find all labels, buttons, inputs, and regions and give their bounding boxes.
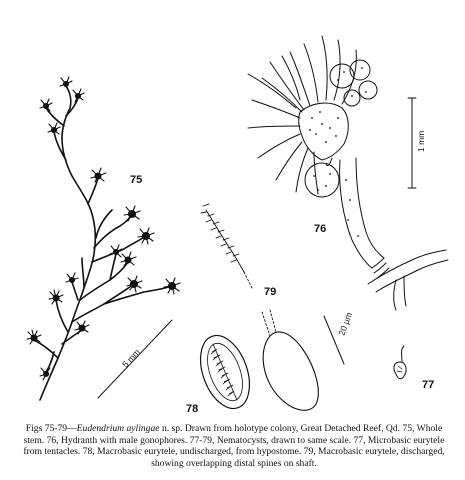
fig79-nematocyst-drawing <box>201 204 252 288</box>
fig79-label: 79 <box>264 286 277 298</box>
fig75-hydranths <box>27 77 180 380</box>
fig76-label: 76 <box>314 223 327 235</box>
figure-caption <box>18 423 450 469</box>
fig76-scale-label: 1 mm <box>416 130 426 152</box>
fig78-nematocyst-drawing <box>191 329 258 415</box>
fig75-label: 75 <box>130 174 143 186</box>
fig77-nematocyst-drawing <box>394 346 406 379</box>
caption-text: n. sp. Drawn from holotype colony, Great Detached Reef, Qd. 75, Whole stem. 76, Hydranth with male gonophores. 77-79, Nematocysts, drawn to same scale. 77, Microbasic eurytele from tentacles. 78, Macrobasic eurytele, undischarged, from hypostome. 79, Macrobasic eurytele, discharged, showing overlapping distal spines on shaft. <box>23 423 445 469</box>
fig76-scale-bar <box>408 98 416 188</box>
fig76-hydranth-drawing <box>248 36 448 310</box>
fig75-colony-drawing <box>34 86 172 400</box>
fig79-capsule-drawing <box>262 310 318 410</box>
fig77-label: 77 <box>422 379 435 391</box>
caption-prefix: Figs 75-79— <box>25 423 77 434</box>
fig78-label: 78 <box>186 403 199 415</box>
caption-species: Eudendrium aylingae <box>76 423 160 434</box>
fig75-scale-label: 5 mm <box>120 347 142 370</box>
fig79-scale-label: 20 µm <box>336 310 355 337</box>
